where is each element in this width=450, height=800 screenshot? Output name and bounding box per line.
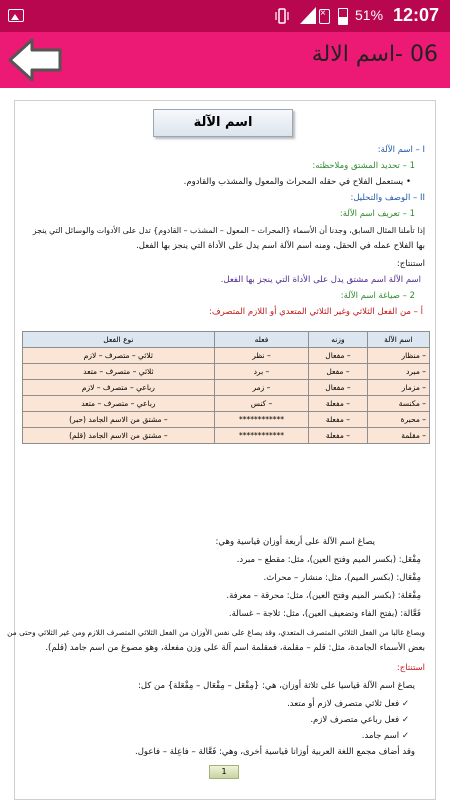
table-cell: – مفعل — [309, 364, 368, 380]
table-cell: – زمر — [214, 380, 308, 396]
form-line: مِفْعَلة: (بكسر الميم وفتح العين)، مثل: محرقة – معرفة. — [226, 591, 421, 601]
battery-percent: 51% — [355, 7, 384, 23]
subsection-heading: 1 – تحديد المشتق وملاحظته: — [312, 161, 415, 171]
table-cell: – برد — [214, 364, 308, 380]
subsection-heading: 2 – صياغة اسم الآلة: — [340, 291, 415, 301]
table-cell: ************ — [214, 412, 308, 428]
conclusion-label: استنتاج: — [396, 259, 425, 269]
paragraph-line: إذا تأملنا المثال السابق، وجدنا أن الأسماء {المحراث – المعول – المشذب – القادوم} تدل على الأدوات والوسائل التي ينجز — [32, 226, 425, 235]
battery-icon — [338, 8, 348, 25]
table-cell: – كنس — [214, 396, 308, 412]
table-cell: – مفعال — [309, 380, 368, 396]
table-cell: – مشتق من الاسم الجامد (حبر) — [23, 412, 215, 428]
patterns-table — [22, 331, 430, 444]
table-row — [23, 412, 430, 428]
status-bar — [0, 0, 450, 32]
app-bar — [0, 32, 450, 88]
table-cell: – محبرة — [367, 412, 429, 428]
table-cell: – مزمار — [367, 380, 429, 396]
form-line: فَعَّالة: (بفتح الفاء وتضعيف العين)، مثل: ثلاجة – غسالة. — [228, 609, 421, 619]
table-cell: – نظر — [214, 348, 308, 364]
paragraph-line: بها الفلاح عمله في الحقل، ومنه اسم الآلة اسم يدل على الأداة التي ينجز بها الفعل. — [136, 241, 425, 251]
table-header: اسم الآلة — [367, 332, 429, 348]
page-number: 1 — [209, 765, 239, 779]
table-row — [23, 364, 430, 380]
table-cell: – مفعلة — [309, 428, 368, 444]
table-row — [23, 396, 430, 412]
no-sim-icon — [319, 9, 330, 24]
image-notification-icon — [8, 9, 24, 22]
table-cell: ثلاثي – متصرف – لازم — [23, 348, 215, 364]
example-sentence: • يستعمل الفلاح في حقله المحراث والمعول والمشذب والقادوم. — [11, 177, 411, 188]
table-cell: – مكنسة — [367, 396, 429, 412]
list-item: ✓ فعل رباعي متصرف لازم. — [310, 715, 409, 725]
vibrate-icon — [275, 8, 289, 24]
table-cell: – مفعلة — [309, 412, 368, 428]
table-cell: رباعي – متصرف – لازم — [23, 380, 215, 396]
table-cell: – مقلمة — [367, 428, 429, 444]
page-title: 06 -اسم الالة — [311, 42, 438, 67]
subsection-heading: 1 – تعريف اسم الآلة: — [339, 209, 415, 219]
signal-icon — [300, 7, 316, 24]
paragraph-line: ويصاغ غالبا من الفعل الثلاثي المتصرف المتعدي، وقد يصاغ على نفس الأوزان من الفعل الثلاثي المتصرف اللازم ومن غير الثلاثي وحتى من — [7, 628, 425, 637]
conclusion-text: اسم الآلة اسم مشتق يدل على الأداة التي ينجز بها الفعل. — [220, 275, 421, 285]
table-row — [23, 428, 430, 444]
paragraph-line: وقد أضاف مجمع اللغة العربية أوزانا قياسية أخرى، وهي: فَعَّالة – فاعِلة – فاعول. — [135, 747, 415, 757]
back-arrow-icon[interactable] — [6, 36, 66, 84]
section-heading: II – الوصف والتحليل: — [350, 193, 425, 203]
table-header: نوع الفعل — [23, 332, 215, 348]
table-cell: ************ — [214, 428, 308, 444]
paragraph-line: يصاغ اسم الآلة على أربعة أوزان قياسية وهي: — [215, 537, 375, 547]
list-item: ✓ فعل ثلاثي متصرف لازم أو متعد. — [287, 699, 409, 709]
table-cell: – مفعال — [309, 348, 368, 364]
document-title: اسم الآلة — [153, 109, 293, 137]
paragraph-line: يصاغ اسم الآلة قياسيا على ثلاثة أوزان، هي: {مِفْعَل – مِفْعَال – مِفْعَلة} من كل: — [137, 681, 415, 691]
table-cell: ثلاثي – متصرف – متعد — [23, 364, 215, 380]
checkmark-icon: ✓ — [399, 699, 409, 709]
table-cell: – منظار — [367, 348, 429, 364]
table-cell: – مفعلة — [309, 396, 368, 412]
table-cell: – مشتق من الاسم الجامد (قلم) — [23, 428, 215, 444]
document-page — [7, 100, 436, 800]
clock: 12:07 — [393, 5, 440, 25]
table-row — [23, 348, 430, 364]
list-item: ✓ اسم جامد. — [361, 731, 409, 741]
paragraph-line: بعض الأسماء الجامدة، مثل: قلم – مقلمة، فمقلمة اسم آلة على وزن مفعلة، وهو مصوغ من اسم جامد (قلم). — [45, 643, 425, 653]
checkmark-icon: ✓ — [399, 715, 409, 725]
form-line: مِفْعَل: (بكسر الميم وفتح العين)، مثل: مقطع – مبرد. — [236, 555, 421, 565]
table-header: فعله — [214, 332, 308, 348]
form-line: مِفْعَال: (بكسر الميم)، مثل: منشار – محراث. — [263, 573, 421, 583]
section-heading: I – اسم الآلة: — [377, 145, 425, 155]
table-caption: أ – من الفعل الثلاثي وغير الثلاثي المتعدي أو اللازم المتصرف: — [209, 307, 423, 317]
checkmark-icon: ✓ — [399, 731, 409, 741]
content-area[interactable] — [0, 88, 450, 800]
table-row — [23, 380, 430, 396]
table-cell: – مبرد — [367, 364, 429, 380]
table-header: وزنه — [309, 332, 368, 348]
conclusion-label: استنتاج: — [396, 663, 425, 673]
table-cell: رباعي – متصرف – متعد — [23, 396, 215, 412]
